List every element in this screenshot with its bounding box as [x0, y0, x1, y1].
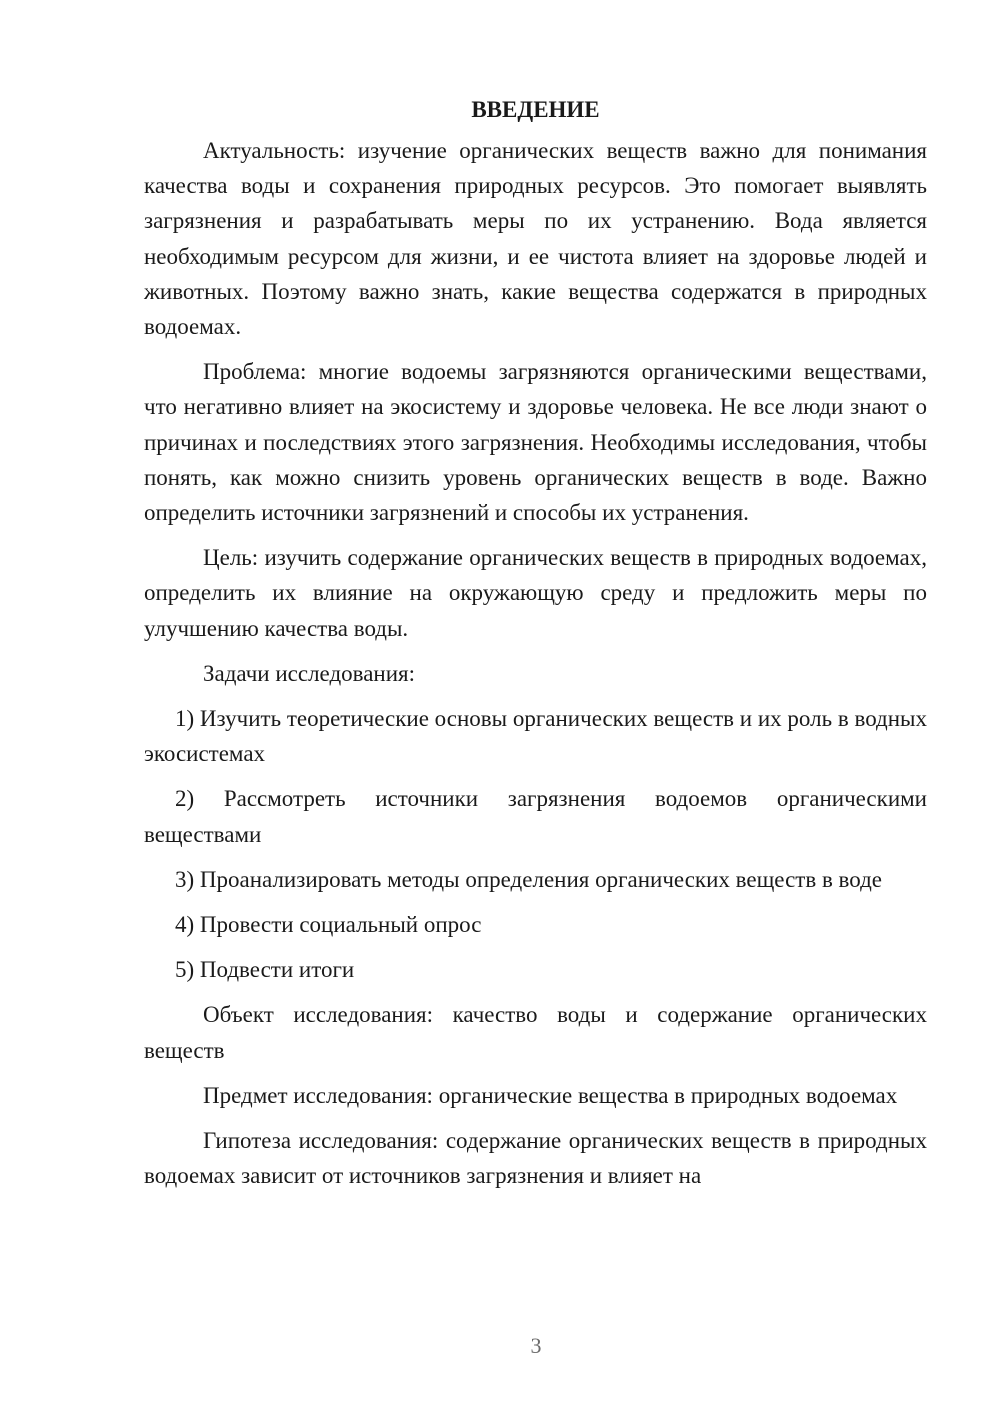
list-item: 4) Провести социальный опрос [175, 912, 482, 938]
paragraph-object: Объект исследования: качество воды и содержание органических веществ [144, 1002, 927, 1063]
document-body [144, 93, 927, 1203]
list-item: 3) Проанализировать методы определения органических веществ в воде [175, 866, 883, 892]
paragraph-relevance: Актуальность: изучение органических веществ важно для понимания качества воды и сохранения природных ресурсов. Это помогает выявлять загрязнения и разрабатывать меры по их устранению. Вода является необходимым ресурсом для жизни, и ее чистота влияет на здоровье людей и животных. Поэтому важно знать, какие вещества содержатся в природных водоемах. [144, 138, 927, 340]
list-item: 1) Изучить теоретические основы органических веществ и их роль в водных экосистемах [144, 706, 927, 767]
list-item: 2) Рассмотреть источники загрязнения водоемов органическими веществами [144, 786, 927, 847]
page-title: ВВЕДЕНИЕ [471, 97, 600, 122]
paragraph-goal: Цель: изучить содержание органических веществ в природных водоемах, определить их влияние на окружающую среду и предложить меры по улучшению качества воды. [144, 545, 927, 641]
paragraph-problem: Проблема: многие водоемы загрязняются органическими веществами, что негативно влияет на экосистему и здоровье человека. Не все люди знают о причинах и последствиях этого загрязнения. Необходимы исследования, чтобы понять, как можно снизить уровень органических веществ в воде. Важно определить источники загрязнений и способы их устранения. [144, 359, 927, 526]
tasks-heading: Задачи исследования: [203, 660, 416, 686]
paragraph-subject: Предмет исследования: органические вещества в природных водоемах [203, 1082, 898, 1108]
tasks-list [144, 701, 927, 987]
page-number: 3 [530, 1333, 542, 1358]
list-item: 5) Подвести итоги [175, 957, 355, 983]
paragraph-hypothesis: Гипотеза исследования: содержание органических веществ в природных водоемах зависит от источников загрязнения и влияет на [144, 1128, 927, 1189]
